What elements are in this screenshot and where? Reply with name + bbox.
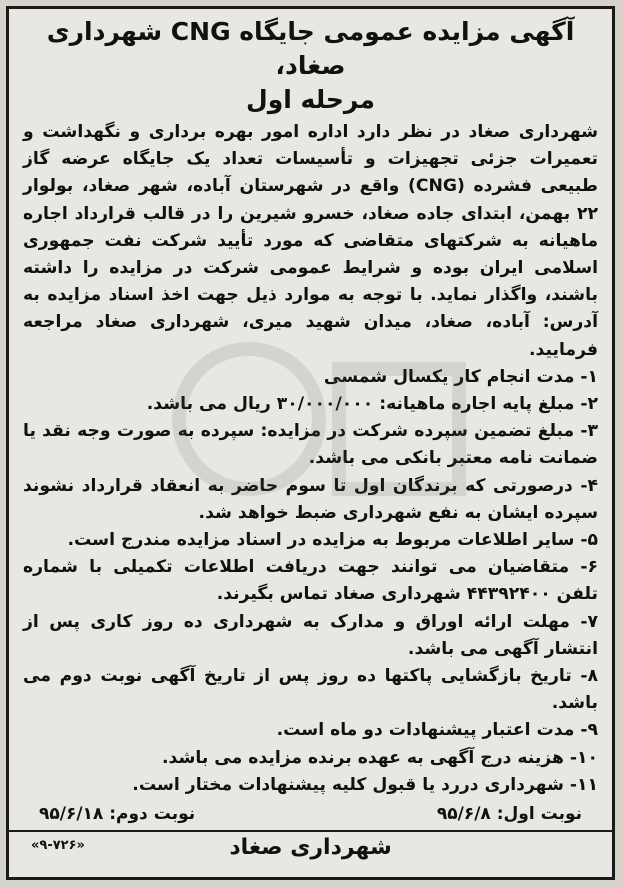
notice-item: ۴- درصورتی که برندگان اول تا سوم حاضر به انعقاد قرارداد نشوند سپرده ایشان به نفع شهرداری ضبط خواهد شد. [23,475,598,523]
first-publication-date: نوبت اول: ۹۵/۶/۸ [436,804,582,825]
ad-code: «۹-۷۲۶» [31,838,85,854]
notice-body: شهرداری صغاد در نظر دارد اداره امور بهره برداری و نگهداشت و تعمیرات جزئی تجهیزات و تأسیسات تعداد یک جایگاه عرضه گاز طبیعی فشرده (CNG) واقع در شهرستان آباده، شهر صغاد، بولوار ۲۲ بهمن، ابتدای جاده صغاد، خسرو شیرین را در قالب قرارداد اجاره ماهیانه به شرکتهای متقاضی که مورد تأیید شرکت نفت جمهوری اسلامی ایران بوده و شرایط عمومی شرکت در مزایده را داشته باشند، واگذار نماید. با توجه به موارد ذیل جهت اخذ اسناد مزایده به آدرس: آباده، صغاد، میدان شهید میری، شهرداری صغاد مراجعه فرمایید. [23,122,598,360]
notice-footer [23,832,598,862]
second-publication-date: نوبت دوم: ۹۵/۶/۱۸ [39,804,196,825]
auction-notice [6,6,615,880]
notice-item: ۹- مدت اعتبار پیشنهادات دو ماه است. [276,720,598,741]
issuer-name: شهرداری صغاد [229,834,392,860]
notice-item: ۱۰- هزینه درج آگهی به عهده برنده مزایده می باشد. [162,747,598,768]
notice-item: ۲- مبلغ پایه اجاره ماهیانه: ۳۰/۰۰۰/۰۰۰ ریال می باشد. [146,394,598,415]
notice-item: ۵- سایر اطلاعات مربوط به مزایده در اسناد مزایده مندرج است. [67,530,598,551]
notice-item: ۷- مهلت ارائه اوراق و مدارک به شهرداری ده روز کاری پس از انتشار آگهی می باشد. [23,611,598,659]
notice-title-line2: مرحله اول [246,85,375,114]
notice-item: ۳- مبلغ تضمین سپرده شرکت در مزایده: سپرده به صورت وجه نقد یا ضمانت نامه معتبر بانکی می باشد. [23,421,598,469]
notice-item: ۱۱- شهرداری دررد یا قبول کلیه پیشنهادات مختار است. [132,774,598,795]
notice-item: ۸- تاریخ بازگشایی پاکتها ده روز پس از تاریخ آگهی نوبت دوم می باشد. [23,666,598,714]
notice-item: ۱- مدت انجام کار یکسال شمسی [323,366,598,387]
notice-item: ۶- متقاضیان می توانند جهت دریافت اطلاعات تکمیلی با شماره تلفن ۴۴۳۹۲۴۰۰ شهرداری صغاد تماس بگیرند. [23,557,598,605]
notice-title-line1: آگهی مزایده عمومی جایگاه CNG شهرداری صغاد، [46,17,575,80]
publication-dates [23,801,598,828]
